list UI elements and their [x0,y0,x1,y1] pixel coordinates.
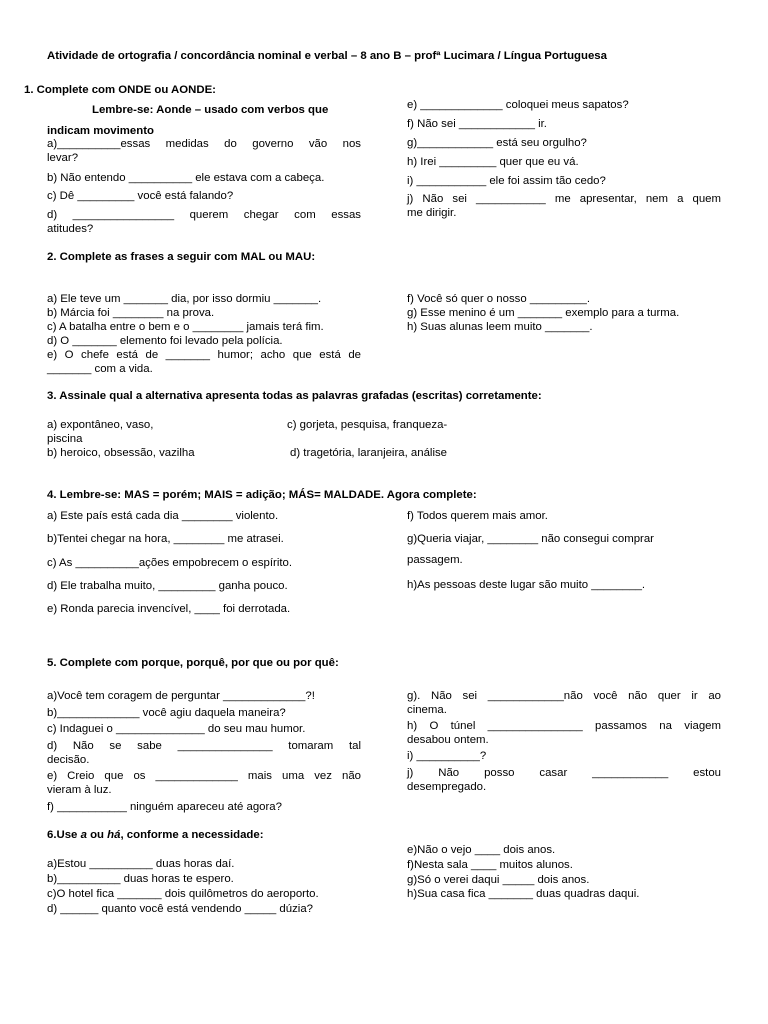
s3-option-a-line2: piscina [47,433,83,445]
s1-question-j-line2: me dirigir. [407,207,457,219]
s5-question-c: c) Indaguei o ______________ do seu mau humor. [47,723,306,735]
s6-question-a: a)Estou __________ duas horas daí. [47,858,235,870]
s4-question-c: c) As __________ações empobrecem o espírito. [47,557,293,569]
section-2-title: 2. Complete as frases a seguir com MAL ou MAU: [47,251,316,263]
s4-question-g-line2: passagem. [407,554,463,566]
s6-title-ha: há [107,829,121,841]
s4-question-f: f) Todos querem mais amor. [407,510,548,522]
section-4-title: 4. Lembre-se: MAS = porém; MAIS = adição; MÁS= MALDADE. Agora complete: [47,489,477,501]
s6-title-a: a [80,829,87,841]
s1-question-a-line1: a)__________essas medidas do governo vão nos [47,138,361,150]
s6-question-e: e)Não o vejo ____ dois anos. [407,844,556,856]
s2-question-h: h) Suas alunas leem muito _______. [407,321,593,333]
s3-option-c: c) gorjeta, pesquisa, franqueza- [287,419,448,431]
s6-question-f: f)Nesta sala ____ muitos alunos. [407,859,573,871]
s2-question-e-line2: _______ com a vida. [47,363,153,375]
s1-question-g: g)____________ está seu orgulho? [407,137,587,149]
s3-option-d: d) tragetória, laranjeira, análise [290,447,448,459]
s5-question-h-line1: h) O túnel _______________ passamos na viagem [407,720,721,732]
s1-question-b: b) Não entendo __________ ele estava com a cabeça. [47,172,325,184]
s5-question-b: b)_____________ você agiu daquela maneira? [47,707,286,719]
s6-title-post: , conforme a necessidade: [120,829,264,841]
s2-question-c: c) A batalha entre o bem e o ________ jamais terá fim. [47,321,324,333]
s5-question-d-line1: d) Não se sabe _______________ tomaram tal [47,740,361,752]
section-5-title: 5. Complete com porque, porquê, por que ou por quê: [47,657,339,669]
s4-question-a: a) Este país está cada dia ________ violento. [47,510,279,522]
s1-question-e: e) _____________ coloquei meus sapatos? [407,99,629,111]
section-1-title: 1. Complete com ONDE ou AONDE: [24,84,216,96]
s2-question-e-line1: e) O chefe está de _______ humor; acho que está de [47,349,361,361]
s5-question-e-line2: vieram à luz. [47,784,112,796]
s5-question-j-line2: desempregado. [407,781,487,793]
s5-question-h-line2: desabou ontem. [407,734,489,746]
s6-question-b: b)__________ duas horas te espero. [47,873,234,885]
s4-question-g-line1: g)Queria viajar, ________ não consegui comprar [407,533,654,545]
s3-option-a-line1: a) expontâneo, vaso, [47,419,154,431]
s5-question-e-line1: e) Creio que os _____________ mais uma vez não [47,770,361,782]
s4-question-d: d) Ele trabalha muito, _________ ganha pouco. [47,580,288,592]
s5-question-a: a)Você tem coragem de perguntar _____________?! [47,690,315,702]
s2-question-b: b) Márcia foi ________ na prova. [47,307,215,319]
s2-question-d: d) O _______ elemento foi levado pela polícia. [47,335,283,347]
s5-question-j-line1: j) Não posso casar ____________ estou [407,767,721,779]
s6-title-pre: 6.Use [47,829,81,841]
s5-question-i: i) __________? [407,750,487,762]
s1-question-i: i) ___________ ele foi assim tão cedo? [407,175,606,187]
s5-question-f: f) ___________ ninguém apareceu até agora? [47,801,282,813]
s1-question-h: h) Irei _________ quer que eu vá. [407,156,579,168]
s1-question-c: c) Dê _________ você está falando? [47,190,234,202]
s1-reminder-line1: Lembre-se: Aonde – usado com verbos que [92,104,329,116]
s3-option-b: b) heroico, obsessão, vazilha [47,447,195,459]
s1-reminder-line2: indicam movimento [47,125,154,137]
s4-question-b: b)Tentei chegar na hora, ________ me atrasei. [47,533,284,545]
s2-question-g: g) Esse menino é um _______ exemplo para a turma. [407,307,680,319]
s6-title-mid: ou [86,829,108,841]
s6-question-d: d) ______ quanto você está vendendo _____ dúzia? [47,903,314,915]
s5-question-g-line2: cinema. [407,704,447,716]
s6-question-g: g)Só o verei daqui _____ dois anos. [407,874,590,886]
s5-question-d-line2: decisão. [47,754,90,766]
s1-question-d-line2: atitudes? [47,223,94,235]
s1-question-d-line1: d) ________________ querem chegar com essas [47,209,361,221]
s4-question-e: e) Ronda parecia invencível, ____ foi derrotada. [47,603,291,615]
page-title: Atividade de ortografia / concordância nominal e verbal – 8 ano B – profª Lucimara / Língua Portuguesa [47,50,607,62]
s6-question-c: c)O hotel fica _______ dois quilômetros do aeroporto. [47,888,319,900]
s4-question-h: h)As pessoas deste lugar são muito ________. [407,579,646,591]
s5-question-g-line1: g). Não sei ____________não você não quer ir ao [407,690,721,702]
s6-question-h: h)Sua casa fica _______ duas quadras daqui. [407,888,640,900]
section-6-title [47,828,264,842]
s2-question-f: f) Você só quer o nosso _________. [407,293,591,305]
s1-question-f: f) Não sei ____________ ir. [407,118,547,130]
s1-question-a-line2: levar? [47,152,79,164]
s1-question-j-line1: j) Não sei ___________ me apresentar, nem a quem [407,193,721,205]
s2-question-a: a) Ele teve um _______ dia, por isso dormiu _______. [47,293,322,305]
section-3-title: 3. Assinale qual a alternativa apresenta todas as palavras grafadas (escritas) corretamente: [47,390,542,402]
